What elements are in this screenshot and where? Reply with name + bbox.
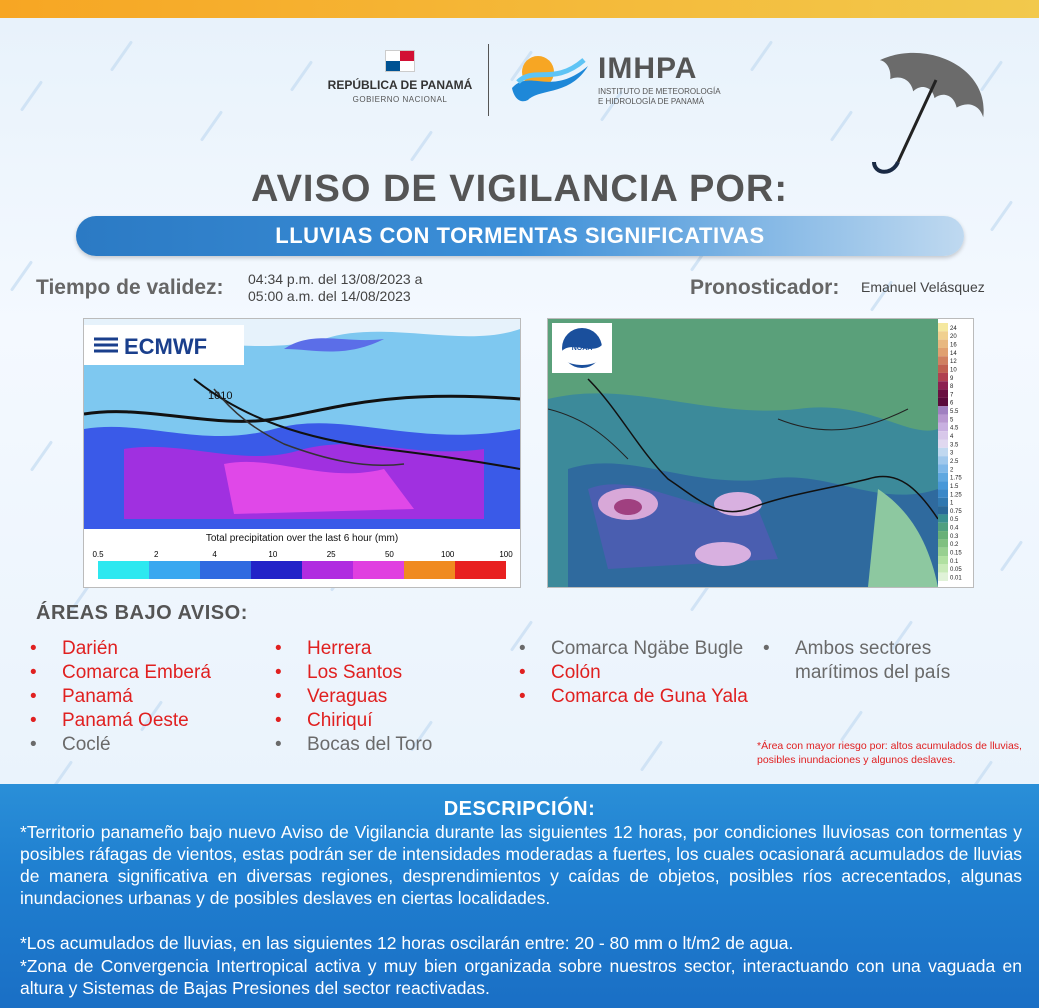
legend-swatch bbox=[455, 561, 506, 579]
imhpa-logo-icon bbox=[510, 48, 590, 108]
areas-title: ÁREAS BAJO AVISO: bbox=[36, 602, 248, 624]
scale-label: 10 bbox=[950, 367, 957, 374]
scale-swatch bbox=[938, 548, 948, 556]
scale-label: 0.3 bbox=[950, 533, 959, 540]
scale-label: 0.05 bbox=[950, 567, 962, 574]
scale-label: 1.75 bbox=[950, 475, 962, 482]
scale-label: 1.25 bbox=[950, 492, 962, 499]
legend-swatch bbox=[404, 561, 455, 579]
validity-from: 04:34 p.m. del 13/08/2023 a bbox=[248, 271, 423, 287]
scale-label: 0.1 bbox=[950, 558, 959, 565]
rain-streak bbox=[640, 740, 663, 771]
scale-label: 0.75 bbox=[950, 508, 962, 515]
scale-swatch bbox=[938, 514, 948, 522]
area-item: • Coclé bbox=[30, 733, 260, 757]
forecaster-name: Emanuel Velásquez bbox=[861, 279, 985, 295]
scale-swatch bbox=[938, 340, 948, 348]
scale-label: 20 bbox=[950, 334, 957, 341]
scale-label: 0.2 bbox=[950, 542, 959, 549]
agency-subtitle bbox=[598, 87, 738, 107]
scale-label: 14 bbox=[950, 350, 957, 357]
area-item: • Chiriquí bbox=[275, 709, 505, 733]
scale-swatch bbox=[938, 356, 948, 364]
areas-column-2 bbox=[275, 637, 505, 757]
scale-swatch bbox=[938, 406, 948, 414]
ecmwf-logo-text: ECMWF bbox=[124, 334, 208, 359]
warning-title: AVISO DE VIGILANCIA POR: bbox=[250, 168, 789, 210]
scale-swatch bbox=[938, 331, 948, 339]
description-paragraph-2: *Los acumulados de lluvias, en las siguientes 12 horas oscilarán entre: 20 - 80 mm o lt/m2 de agua. bbox=[20, 933, 794, 953]
ecmwf-logo-icon bbox=[84, 325, 244, 365]
warning-subtitle: LLUVIAS CON TORMENTAS SIGNIFICATIVAS bbox=[76, 216, 964, 256]
agency-sub-line1: INSTITUTO DE METEOROLOGÍA bbox=[598, 87, 721, 96]
scale-swatch bbox=[938, 564, 948, 572]
area-item: • Comarca Ngäbe Bugle bbox=[519, 637, 749, 661]
legend-title: Total precipitation over the last 6 hour (mm) bbox=[205, 533, 399, 544]
noaa-logo-icon bbox=[552, 323, 612, 373]
agency-sub-line2: E HIDROLOGÍA DE PANAMÁ bbox=[598, 97, 705, 106]
validity-period bbox=[248, 271, 422, 305]
noaa-logo-text: NOAA bbox=[571, 345, 593, 352]
scale-label: 0.15 bbox=[950, 550, 962, 557]
scale-swatch bbox=[938, 523, 948, 531]
area-item: • Los Santos bbox=[275, 661, 505, 685]
legend-swatch bbox=[302, 561, 353, 579]
legend-tick: 100 bbox=[499, 550, 513, 559]
scale-swatch bbox=[938, 573, 948, 581]
ecmwf-precipitation-map bbox=[83, 318, 521, 588]
scale-label: 5.5 bbox=[950, 409, 959, 416]
isobar-label: 1010 bbox=[208, 390, 233, 402]
scale-label: 2.5 bbox=[950, 458, 959, 465]
rain-streak bbox=[840, 710, 863, 741]
scale-swatch bbox=[938, 506, 948, 514]
scale-swatch bbox=[938, 464, 948, 472]
scale-swatch bbox=[938, 365, 948, 373]
area-item: • Veraguas bbox=[275, 685, 505, 709]
scale-swatch bbox=[938, 348, 948, 356]
rain-streak bbox=[30, 440, 53, 471]
scale-swatch bbox=[938, 481, 948, 489]
scale-label: 12 bbox=[950, 359, 957, 366]
legend-swatch bbox=[98, 561, 149, 579]
scale-label: 1 bbox=[950, 500, 954, 507]
scale-swatch bbox=[938, 423, 948, 431]
validity-label: Tiempo de validez: bbox=[36, 276, 224, 299]
area-item: • Panamá bbox=[30, 685, 260, 709]
panama-flag-icon bbox=[385, 50, 415, 72]
scale-swatch bbox=[938, 456, 948, 464]
legend-swatch bbox=[149, 561, 200, 579]
scale-label: 0.01 bbox=[950, 575, 962, 582]
forecaster-label: Pronosticador: bbox=[690, 276, 840, 299]
scale-swatch bbox=[938, 556, 948, 564]
government-logo bbox=[325, 50, 475, 104]
legend-tick: 50 bbox=[384, 550, 394, 559]
ecmwf-logo bbox=[84, 325, 244, 365]
area-item: • Bocas del Toro bbox=[275, 733, 505, 757]
noaa-logo bbox=[552, 323, 612, 373]
top-accent-bar bbox=[0, 0, 1039, 18]
scale-swatch bbox=[938, 539, 948, 547]
scale-label: 5 bbox=[950, 417, 954, 424]
legend-tick: 0.5 bbox=[92, 550, 104, 559]
description-section bbox=[0, 784, 1039, 1008]
area-item: • Herrera bbox=[275, 637, 505, 661]
area-item: • Darién bbox=[30, 637, 260, 661]
scale-swatch bbox=[938, 440, 948, 448]
noaa-precipitation-map bbox=[547, 318, 974, 588]
description-paragraph-3: *Zona de Convergencia Intertropical activa y muy bien organizada sobre nuestros sector, interactuando con una vaguada en altura y Sistemas de Bajas Presiones del sector reactivadas. bbox=[20, 956, 1022, 998]
scale-label: 3.5 bbox=[950, 442, 959, 449]
area-item: • Colón bbox=[519, 661, 749, 685]
scale-label: 0.5 bbox=[950, 517, 959, 524]
scale-label: 7 bbox=[950, 392, 954, 399]
scale-swatch bbox=[938, 473, 948, 481]
scale-swatch bbox=[938, 531, 948, 539]
scale-label: 24 bbox=[950, 325, 957, 332]
validity-to: 05:00 a.m. del 14/08/2023 bbox=[248, 288, 411, 304]
scale-label: 9 bbox=[950, 375, 954, 382]
scale-label: 4.5 bbox=[950, 425, 959, 432]
republic-name: REPÚBLICA DE PANAMÁ bbox=[327, 78, 473, 92]
scale-label: 8 bbox=[950, 384, 954, 391]
legend-tick: 10 bbox=[268, 550, 278, 559]
legend-swatch bbox=[200, 561, 251, 579]
area-item: • Comarca Emberá bbox=[30, 661, 260, 685]
header-divider bbox=[488, 44, 489, 116]
scale-swatch bbox=[938, 431, 948, 439]
rain-streak bbox=[1000, 540, 1023, 571]
legend-tick: 4 bbox=[212, 550, 217, 559]
scale-label: 4 bbox=[950, 434, 954, 441]
scale-swatch bbox=[938, 398, 948, 406]
legend-tick: 100 bbox=[441, 550, 455, 559]
scale-swatch bbox=[938, 448, 948, 456]
scale-label: 1.5 bbox=[950, 483, 959, 490]
description-paragraph-1: *Territorio panameño bajo nuevo Aviso de Vigilancia durante las siguientes 12 horas, por condiciones lluviosas con tormentas y posibles ráfagas de vientos, estas podrán ser de intensidades moderadas a fuertes, los cuales ocasionará acumulados de lluvias de manera significativa en diversas regiones, desprendimientos y caídas de objetos, posibles ríos acrecentados, algunas inundaciones urbanas y de posibles deslaves en ciertas localidades. bbox=[20, 822, 1022, 908]
legend-tick: 25 bbox=[326, 550, 336, 559]
description-title: DESCRIPCIÓN: bbox=[443, 798, 596, 820]
areas-column-4 bbox=[763, 637, 1003, 685]
area-item: • Ambos sectores marítimos del país bbox=[763, 637, 1003, 685]
scale-swatch bbox=[938, 390, 948, 398]
scale-label: 6 bbox=[950, 400, 954, 407]
scale-label: 3 bbox=[950, 450, 954, 457]
government-name: GOBIERNO NACIONAL bbox=[352, 95, 448, 104]
scale-label: 16 bbox=[950, 342, 957, 349]
area-item: • Comarca de Guna Yala bbox=[519, 685, 749, 709]
scale-swatch bbox=[938, 489, 948, 497]
legend-swatch bbox=[251, 561, 302, 579]
scale-swatch bbox=[938, 373, 948, 381]
agency-name: IMHPA bbox=[598, 52, 698, 85]
scale-swatch bbox=[938, 381, 948, 389]
scale-label: 0.4 bbox=[950, 525, 959, 532]
area-item: • Panamá Oeste bbox=[30, 709, 260, 733]
scale-swatch bbox=[938, 415, 948, 423]
scale-label: 2 bbox=[950, 467, 954, 474]
scale-swatch bbox=[938, 498, 948, 506]
rain-streak bbox=[10, 260, 33, 291]
legend-swatch bbox=[353, 561, 404, 579]
scale-swatch bbox=[938, 323, 948, 331]
areas-column-3 bbox=[519, 637, 749, 709]
risk-note: *Área con mayor riesgo por: altos acumulados de lluvias, posibles inundaciones y algunos deslaves. bbox=[757, 740, 1022, 766]
legend-tick: 2 bbox=[154, 550, 159, 559]
rain-streak bbox=[410, 130, 433, 161]
areas-column-1 bbox=[30, 637, 260, 757]
